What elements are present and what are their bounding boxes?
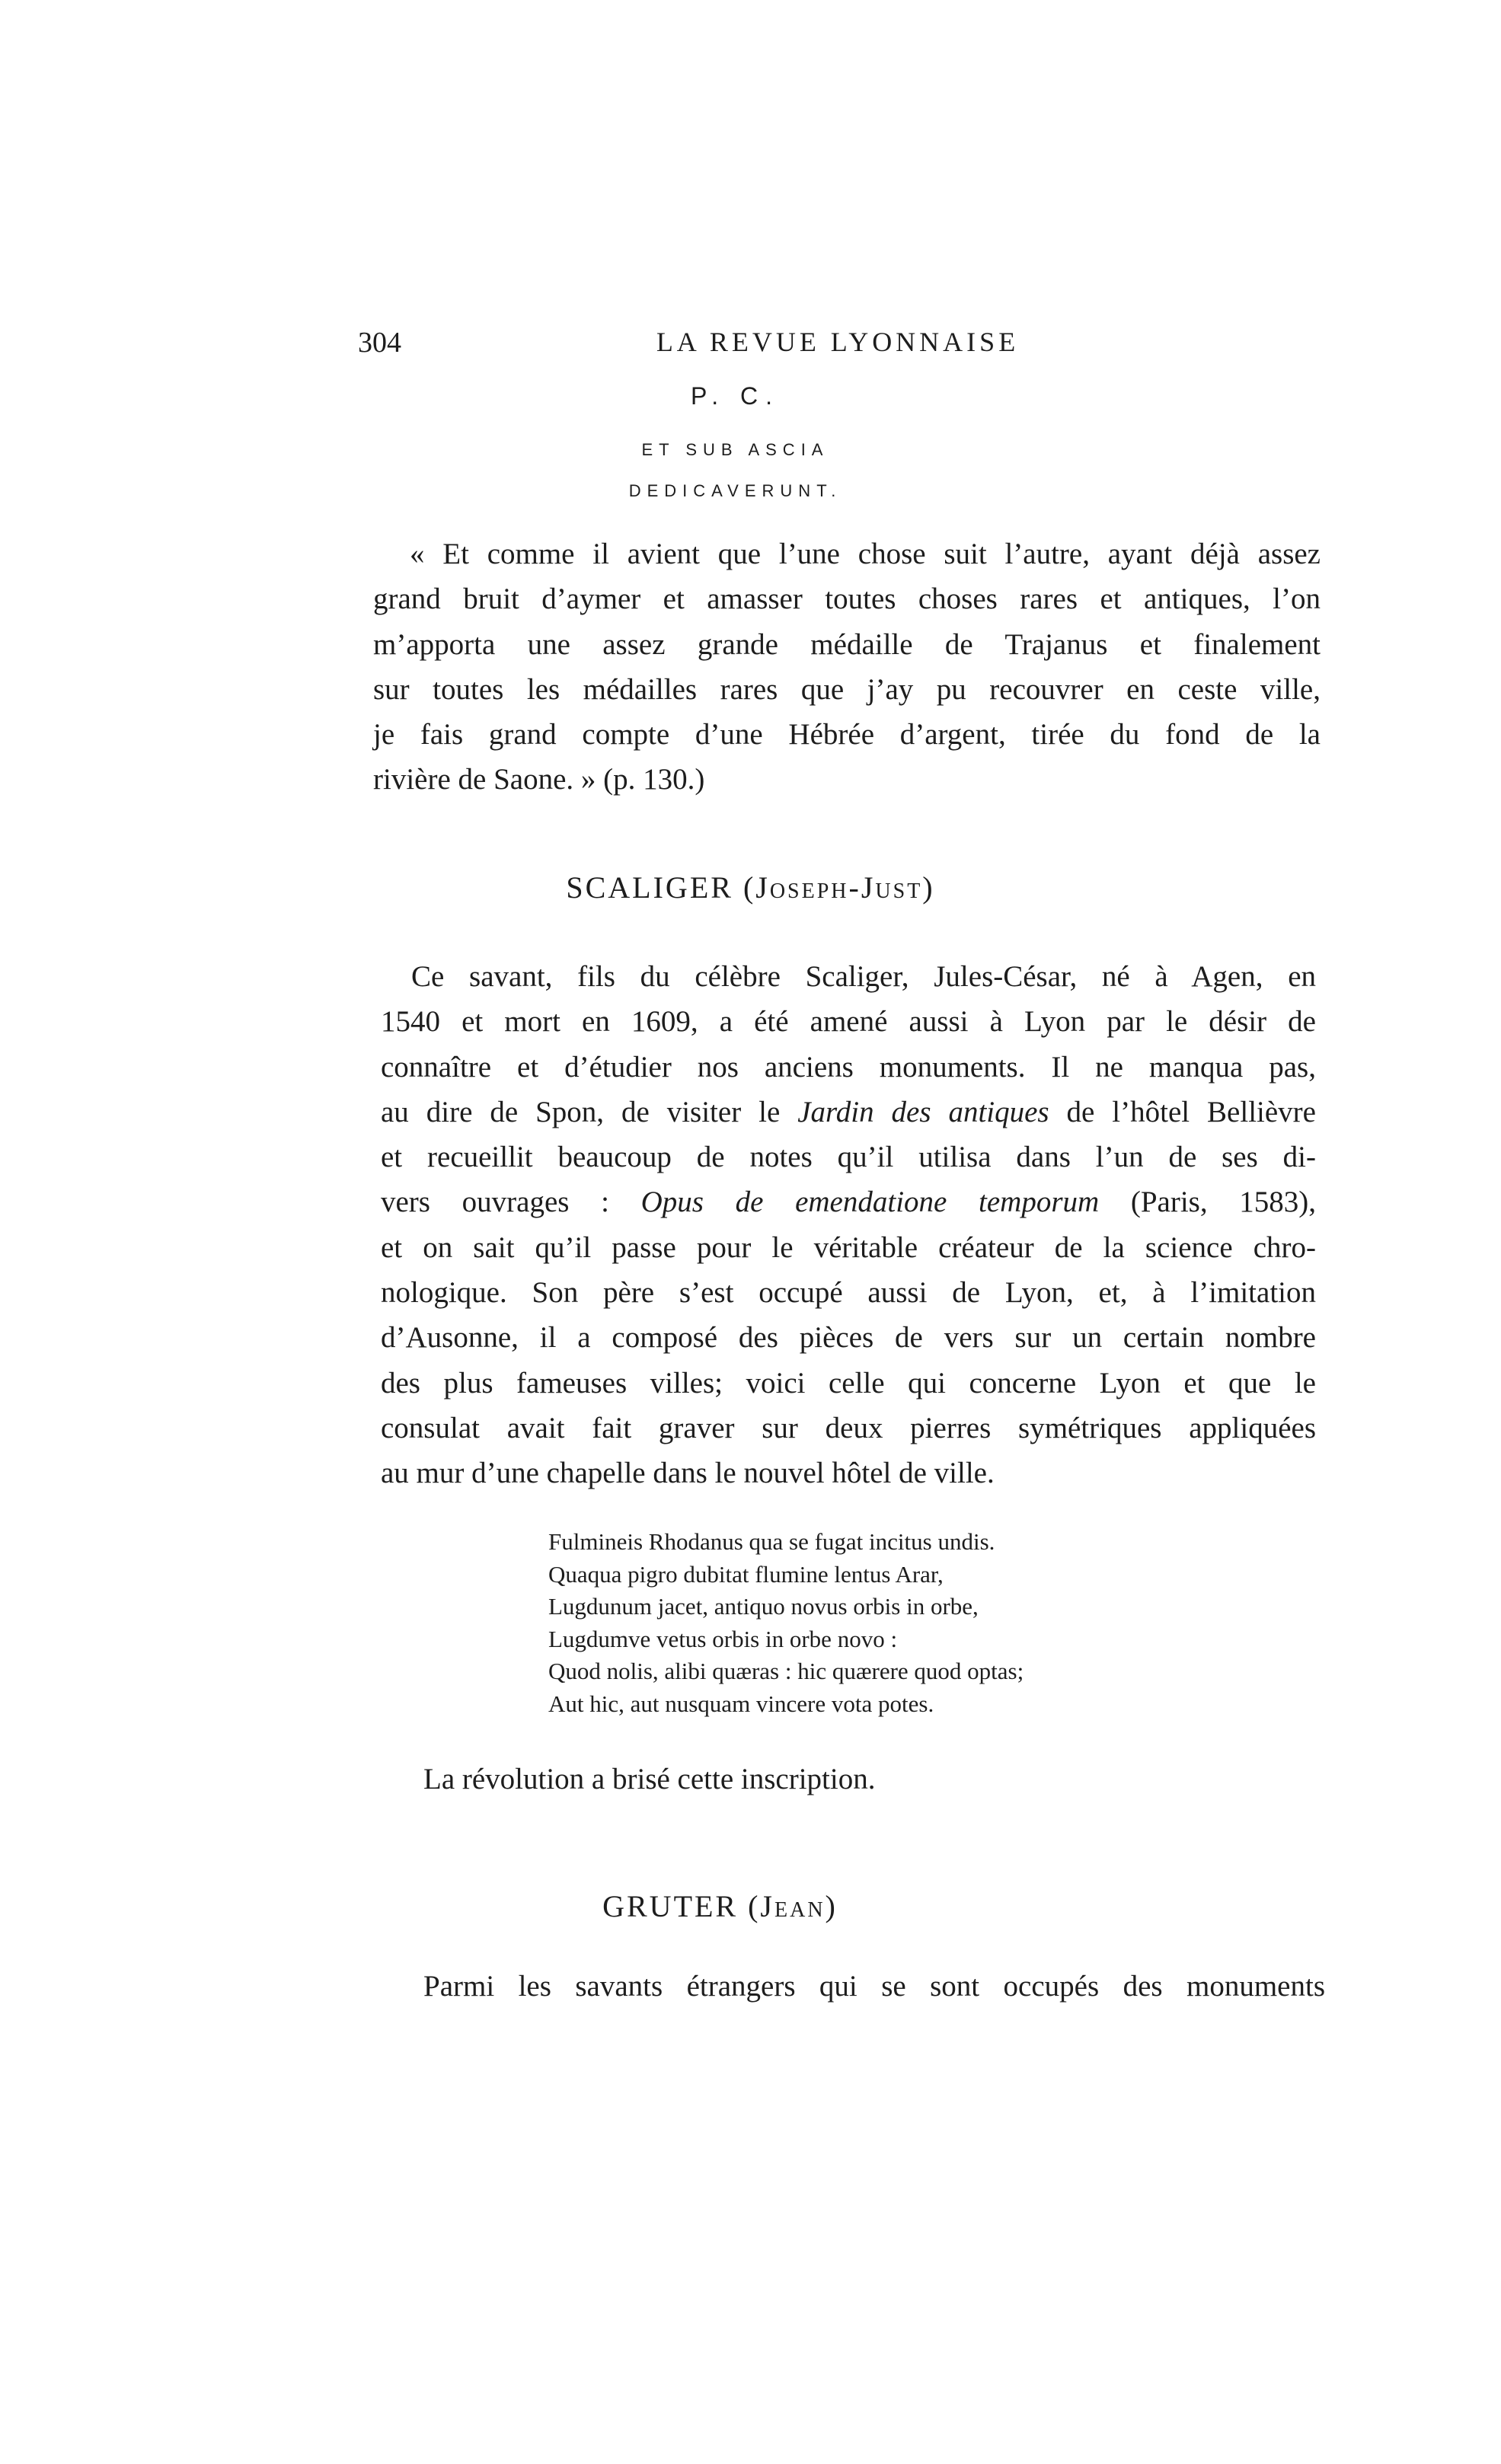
paragraph-line: et recueillit beaucoup de notes qu’il utilisa dans l’un de ses di- — [381, 1141, 1316, 1174]
heading-given-names: (Joseph-Just) — [743, 870, 935, 905]
scaliger-paragraph — [381, 954, 1316, 1496]
italic-title: Opus de emendatione temporum — [640, 1186, 1100, 1219]
page-number: 304 — [358, 327, 401, 359]
paragraph-line: consulat avait fait graver sur deux pierres symétriques appliquées — [381, 1411, 1316, 1444]
quotation-line: je fais grand compte d’une Hébrée d’argent, tirée du fond de la — [373, 718, 1321, 752]
paragraph-line: 1540 et mort en 1609, a été amené aussi à Lyon par le désir de — [381, 1005, 1316, 1039]
poem-verse: Quaqua pigro dubitat flumine lentus Arar, — [548, 1560, 944, 1588]
section-heading-scaliger — [0, 870, 1501, 905]
paragraph-line: d’Ausonne, il a composé des pièces de vers sur un certain nombre — [381, 1321, 1316, 1355]
line-text: vers ouvrages : — [381, 1186, 641, 1219]
paragraph-line — [381, 1179, 1316, 1224]
quotation-line: rivière de Saone. » (p. 130.) — [373, 763, 705, 796]
latin-poem — [548, 1526, 1024, 1720]
quotation-paragraph — [373, 531, 1321, 803]
paragraph-line: Ce savant, fils du célèbre Scaliger, Jules-César, né à Agen, en — [411, 960, 1316, 993]
paragraph-line: connaître et d’étudier nos anciens monuments. Il ne manqua pas, — [381, 1050, 1316, 1084]
quotation-line: « Et comme il avient que l’une chose suit l’autre, ayant déjà assez — [410, 538, 1321, 570]
running-head: LA REVUE LYONNAISE — [656, 327, 1020, 357]
poem-verse: Aut hic, aut nusquam vincere vota potes. — [548, 1690, 934, 1717]
inscription-line-1: P. C. — [691, 382, 780, 410]
heading-name: SCALIGER — [566, 870, 733, 905]
page-header — [358, 326, 1317, 372]
poem-verse: Lugdumve vetus orbis in orbe novo : — [548, 1625, 898, 1652]
quotation-line: m’apporta une assez grande médaille de Trajanus et finalement — [373, 627, 1321, 661]
paragraph-line: et on sait qu’il passe pour le véritable créateur de la science chro- — [381, 1230, 1316, 1264]
italic-title: Jardin des antiques — [797, 1095, 1049, 1128]
paragraph-line — [381, 1090, 1316, 1135]
line-text: de l’hôtel Bellièvre — [1049, 1095, 1316, 1128]
poem-verse: Quod nolis, alibi quæras : hic quærere quod optas; — [548, 1658, 1024, 1684]
section-heading-gruter — [0, 1888, 1471, 1924]
paragraph-line: des plus fameuses villes; voici celle qui concerne Lyon et que le — [381, 1366, 1316, 1400]
heading-name: GRUTER — [602, 1889, 739, 1923]
paragraph-line: au mur d’une chapelle dans le nouvel hôtel de ville. — [381, 1457, 995, 1490]
poem-verse: Fulmineis Rhodanus qua se fugat incitus undis. — [548, 1528, 995, 1555]
paragraph-line: nologique. Son père s’est occupé aussi de Lyon, et, à l’imitation — [381, 1276, 1316, 1310]
inscription-line-2: ET SUB ASCIA — [641, 440, 829, 459]
heading-given-names: (Jean) — [748, 1889, 838, 1923]
gruter-paragraph: Parmi les savants étrangers qui se sont occupés des monuments — [423, 1970, 1325, 2003]
poem-verse: Lugdunum jacet, antiquo novus orbis in orbe, — [548, 1593, 979, 1620]
line-text: au dire de Spon, de visiter le — [381, 1095, 798, 1128]
line-text: (Paris, 1583), — [1099, 1186, 1316, 1219]
revolution-sentence: La révolution a brisé cette inscription. — [423, 1763, 876, 1795]
quotation-line: grand bruit d’aymer et amasser toutes choses rares et antiques, l’on — [373, 582, 1321, 616]
quotation-line: sur toutes les médailles rares que j’ay pu recouvrer en ceste ville, — [373, 672, 1321, 706]
inscription-line-3: DEDICAVERUNT. — [628, 481, 842, 500]
